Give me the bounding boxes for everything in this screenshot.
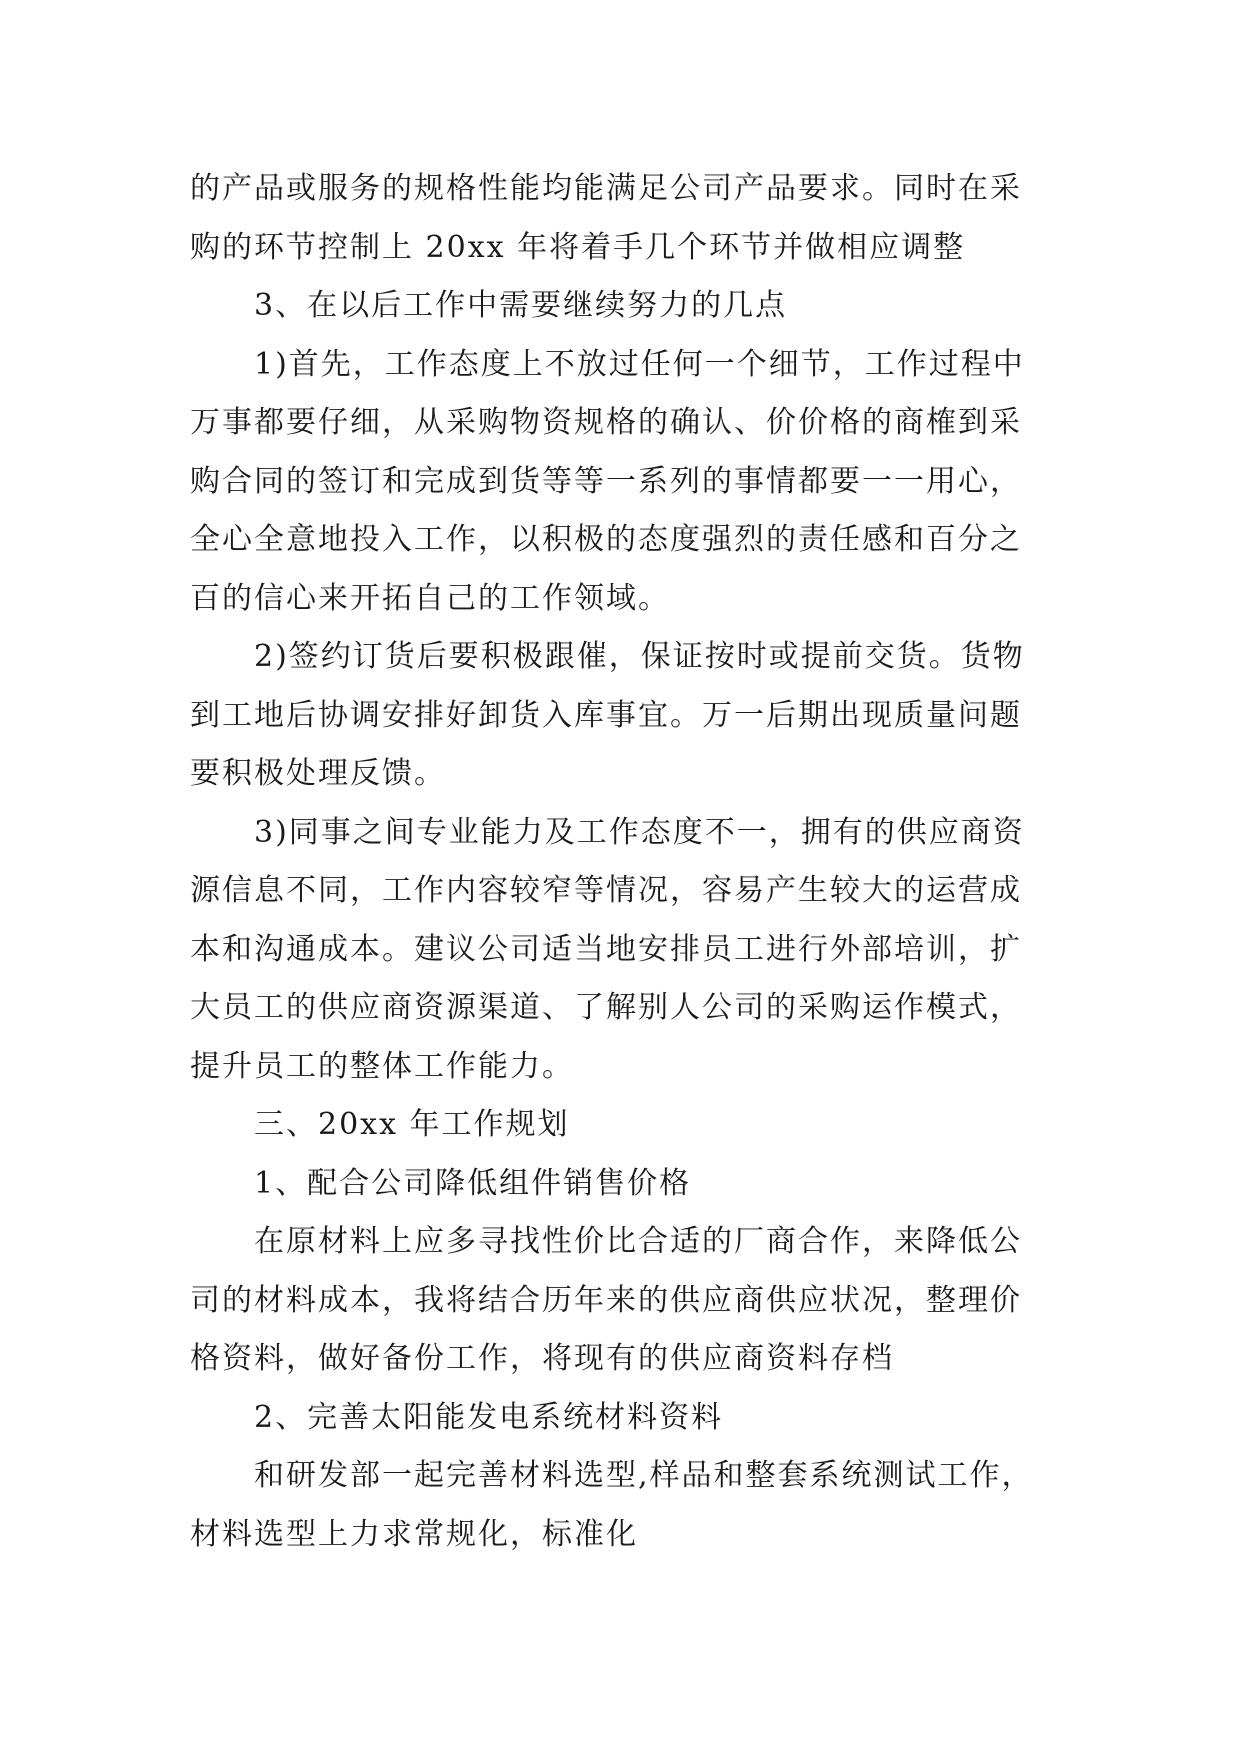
text-line: 三、20xx 年工作规划 [254,1107,570,1142]
text-line: 万事都要仔细，从采购物资规格的确认、价价格的商榷到采 [190,405,1022,440]
text-line: 大员工的供应商资源渠道、了解别人公司的采购运作模式， [190,990,1022,1025]
text-line: 司的材料成本，我将结合历年来的供应商供应状况，整理价 [190,1282,1022,1318]
text-line: 购合同的签订和完成到货等等一系列的事情都要一一用心， [190,463,1022,499]
paragraph-plan1 [190,1155,1061,1214]
paragraph-item3 [190,804,1061,863]
text-line: 全心全意地投入工作，以积极的态度强烈的责任感和百分之 [190,522,1022,557]
text-line: 到工地后协调安排好卸货入库事宜。万一后期出现质量问题 [190,697,1022,733]
text-line: 2、完善太阳能发电系统材料资料 [254,1399,724,1435]
paragraph-item2-cont [190,687,1061,804]
text-line: 3、在以后工作中需要继续努力的几点 [254,288,788,323]
paragraph-heading3 [190,1096,1061,1155]
text-line: 在原材料上应多寻找性价比合适的厂商合作，来降低公 [254,1224,1022,1259]
text-line: 购的环节控制上 20xx 年将着手几个环节并做相应调整 [190,229,966,265]
paragraph-plan2 [190,1389,1061,1448]
paragraph-item1 [190,336,1061,395]
paragraph-item1-cont [190,394,1061,628]
paragraph-cont [190,160,1061,277]
paragraph-item3-cont [190,862,1061,1096]
paragraph-sec3 [190,277,1061,336]
text-line: 提升员工的整体工作能力。 [190,1048,574,1084]
text-line: 和研发部一起完善材料选型,样品和整套系统测试工作， [254,1458,1034,1493]
paragraph-item2 [190,628,1061,687]
text-line: 的产品或服务的规格性能均能满足公司产品要求。同时在采 [190,171,1022,206]
document-body [190,160,1061,1564]
paragraph-plan2-body-cont [190,1506,1061,1565]
text-line: 材料选型上力求常规化，标准化 [190,1516,638,1552]
text-line: 源信息不同，工作内容较窄等情况，容易产生较大的运营成 [190,873,1022,908]
paragraph-plan1-body-cont [190,1272,1061,1389]
text-line: 1、配合公司降低组件销售价格 [254,1165,692,1201]
paragraph-plan1-body [190,1213,1061,1272]
text-line: 百的信心来开拓自己的工作领域。 [190,580,670,616]
text-line: 要积极处理反馈。 [190,756,446,791]
text-line: 1)首先，工作态度上不放过任何一个细节，工作过程中 [254,346,1025,382]
text-line: 本和沟通成本。建议公司适当地安排员工进行外部培训，扩 [190,931,1022,967]
paragraph-plan2-body [190,1447,1061,1506]
text-line: 格资料，做好备份工作，将现有的供应商资料存档 [190,1341,894,1376]
text-line: 3)同事之间专业能力及工作态度不一，拥有的供应商资 [254,814,1025,850]
text-line: 2)签约订货后要积极跟催，保证按时或提前交货。货物 [254,639,1025,674]
